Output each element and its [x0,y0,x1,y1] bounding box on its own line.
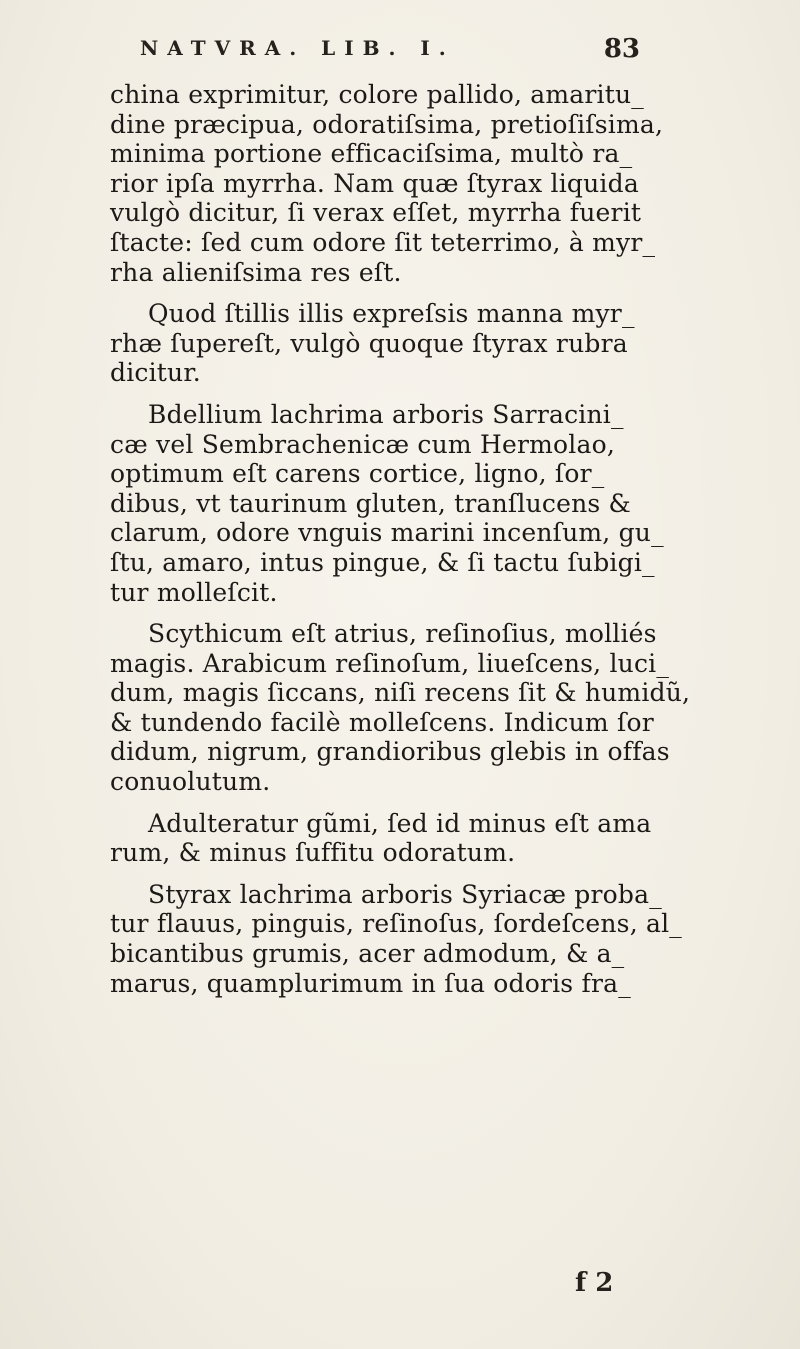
text-line: tur molleſcit. [110,577,278,607]
body-text [110,80,691,998]
signature-mark: f 2 [575,1268,614,1298]
text-line: marus, quamplurimum in ſua odoris fra_ [110,968,631,998]
text-line: Scythicum eſt atrius, reſinoſius, molliés [148,619,657,649]
text-line: rha alieniſsima res eſt. [110,257,402,287]
text-line: vulgò dicitur, ſi verax eſſet, myrrha fuerit [110,198,642,228]
paragraph [110,80,670,287]
text-line: rum, & minus ſuffitu odoratum. [110,838,516,868]
text-line: dibus, vt taurinum gluten, tranſlucens & [110,488,632,518]
text-line: ſtu, amaro, intus pingue, & ſi tactu ſubigi_ [110,547,655,577]
text-line: Styrax lachrima arboris Syriacæ proba_ [148,879,662,909]
text-line: china exprimitur, colore pallido, amaritu_ [110,80,644,109]
text-line: tur flauus, pinguis, reſinoſus, ſordeſcens, al_ [110,909,682,939]
text-line: rhæ ſupereſt, vulgò quoque ſtyrax rubra [110,328,628,358]
text-line: dum, magis ſiccans, niſi recens ſit & humidũ, [110,678,691,708]
text-line: cæ vel Sembrachenicæ cum Hermolao, [110,429,615,459]
text-line: magis. Arabicum reſinoſum, liueſcens, luci_ [110,648,670,678]
paragraph [110,299,670,388]
paragraph [110,879,682,998]
text-line: clarum, odore vnguis marini incenſum, gu_ [110,518,664,548]
text-line: minima portione efficaciſsima, multò ra_ [110,139,633,169]
text-line: bicantibus grumis, acer admodum, & a_ [110,939,625,969]
text-line: didum, nigrum, grandioribus glebis in offas [110,737,670,767]
text-line: conuolutum. [110,767,271,797]
running-head: NATVRA. LIB. I. [140,36,455,60]
text-line: dine præcipua, odoratiſsima, pretioſiſsima, [110,109,664,139]
text-line: optimum eſt carens cortice, ligno, ſor_ [110,459,605,489]
text-line: ſtacte: ſed cum odore ſit teterrimo, à myr_ [110,227,656,257]
paragraph [110,809,670,868]
text-line: Quod ſtillis illis expreſsis manna myr_ [148,299,635,329]
page-number: 83 [603,34,640,64]
paragraph [110,400,670,607]
text-line: dicitur. [110,358,201,388]
text-line: Bdellium lachrima arboris Sarracini_ [148,399,624,429]
text-line: & tundendo facilè molleſcens. Indicum ſor [110,707,654,737]
text-line: Adulteratur gũmi, ſed id minus eſt ama [148,808,652,838]
text-line: rior ipſa myrrha. Nam quæ ſtyrax liquida [110,168,639,198]
paragraph [110,619,691,797]
